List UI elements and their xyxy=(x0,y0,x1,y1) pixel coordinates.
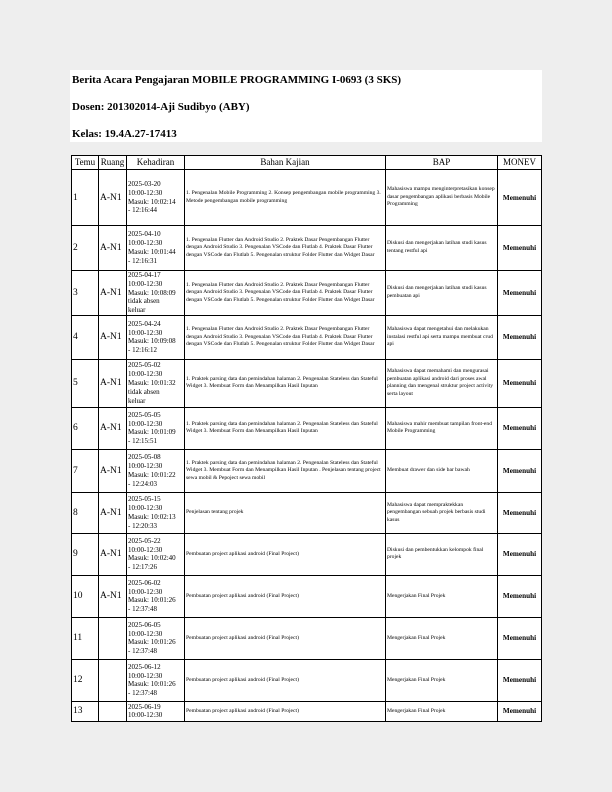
cell-bahan-kajian: 1. Praktek parsing data dan pemindahan halaman 2. Pengenalan Stateless dan Stateful Widget 3. Membuat Form dan Menampilkan Hasil Inputan . Penjelasan tentang project sewa mobil & Pepoject sewa mobil xyxy=(185,449,386,492)
cell-bahan-kajian: 1. Pengenalan Flutter dan Android Studio 2. Praktek Dasar Pengembangan Flutter dengan Android Studio 3. Pengenalan VSCode dan Flutlab 4. Praktek Dasar Flutter dengan VSCode dan Flutlab 5. Pengenalan struktur Folder Flutter dan Widget Dasar xyxy=(185,315,386,359)
kehadiran-line: 10:00-12:30 xyxy=(128,279,163,288)
kehadiran-line: 2025-04-10 xyxy=(128,230,161,239)
cell-ruang: A-N1 xyxy=(99,226,127,271)
cell-monev: Memenuhi xyxy=(498,170,542,226)
column-header-temu: Temu xyxy=(72,156,99,170)
kehadiran-line: - 12:37:48 xyxy=(128,689,157,698)
cell-temu: 2 xyxy=(72,226,99,271)
cell-bap: Mengerjakan Final Projek xyxy=(386,575,498,617)
kehadiran-line: - 12:16:44 xyxy=(128,206,157,215)
table-row xyxy=(72,617,542,659)
cell-ruang xyxy=(99,659,127,701)
cell-monev: Memenuhi xyxy=(498,575,542,617)
kehadiran-line: 10:00-12:30 xyxy=(128,188,163,197)
kehadiran-line: tidak absen xyxy=(128,297,160,306)
class-info: Kelas: 19.4A.27-17413 xyxy=(72,128,177,140)
cell-bahan-kajian: Pembuatan project aplikasi android (Final Project) xyxy=(185,533,386,575)
kehadiran-line: 2025-05-02 xyxy=(128,361,161,370)
cell-bahan-kajian: Pembuatan project aplikasi android (Final Project) xyxy=(185,659,386,701)
kehadiran-line: Masuk: 10:01:22 xyxy=(128,470,176,479)
cell-ruang: A-N1 xyxy=(99,449,127,492)
attendance-table xyxy=(71,155,542,722)
kehadiran-line: keluar xyxy=(128,306,146,315)
table-row xyxy=(72,407,542,449)
table-row xyxy=(72,226,542,271)
column-header-bahan-kajian: Bahan Kajian xyxy=(185,156,386,170)
table-row xyxy=(72,315,542,359)
cell-monev: Memenuhi xyxy=(498,226,542,271)
kehadiran-line: 2025-05-22 xyxy=(128,536,161,545)
table-row xyxy=(72,271,542,316)
table-row xyxy=(72,492,542,533)
kehadiran-line: 2025-05-08 xyxy=(128,453,161,462)
kehadiran-line: 2025-06-02 xyxy=(128,578,161,587)
cell-ruang xyxy=(99,617,127,659)
column-header-monev: MONEV xyxy=(498,156,542,170)
cell-temu: 12 xyxy=(72,659,99,701)
kehadiran-line: Masuk: 10:01:26 xyxy=(128,680,176,689)
kehadiran-line: 2025-05-05 xyxy=(128,410,161,419)
cell-kehadiran xyxy=(127,617,185,659)
kehadiran-line: Masuk: 10:01:26 xyxy=(128,638,176,647)
kehadiran-line: 10:00-12:30 xyxy=(128,671,163,680)
kehadiran-line: 10:00-12:30 xyxy=(128,711,163,720)
cell-ruang: A-N1 xyxy=(99,492,127,533)
kehadiran-line: Masuk: 10:02:14 xyxy=(128,197,176,206)
cell-temu: 8 xyxy=(72,492,99,533)
cell-ruang: A-N1 xyxy=(99,407,127,449)
table-header-row xyxy=(72,156,542,170)
cell-monev: Memenuhi xyxy=(498,617,542,659)
kehadiran-line: Masuk: 10:01:09 xyxy=(128,428,176,437)
cell-bahan-kajian: 1. Praktek parsing data dan pemindahan halaman 2. Pengenalan Stateless dan Stateful Widget 3. Membuat Form dan Menampilkan Hasil Inputan xyxy=(185,359,386,407)
cell-temu: 5 xyxy=(72,359,99,407)
cell-ruang xyxy=(99,701,127,721)
table-row xyxy=(72,359,542,407)
kehadiran-line: - 12:15:51 xyxy=(128,437,157,446)
kehadiran-line: 10:00-12:30 xyxy=(128,328,163,337)
cell-bahan-kajian: Pembuatan project aplikasi android (Final Project) xyxy=(185,575,386,617)
cell-bahan-kajian: Penjelasan tentang projek xyxy=(185,492,386,533)
lecturer-info: Dosen: 201302014-Aji Sudibyo (ABY) xyxy=(72,101,250,113)
kehadiran-line: Masuk: 10:01:32 xyxy=(128,379,176,388)
kehadiran-line: Masuk: 10:02:13 xyxy=(128,512,176,521)
kehadiran-line: 2025-06-12 xyxy=(128,662,161,671)
cell-bap: Mengerjakan Final Projek xyxy=(386,701,498,721)
cell-temu: 3 xyxy=(72,271,99,316)
cell-ruang: A-N1 xyxy=(99,315,127,359)
cell-bap: Mahasiswa dapat mempraktekkan pengembangan sebuah projek berbasis studi kasus xyxy=(386,492,498,533)
cell-ruang: A-N1 xyxy=(99,533,127,575)
kehadiran-line: Masuk: 10:01:44 xyxy=(128,248,176,256)
kehadiran-line: 10:00-12:30 xyxy=(128,239,163,248)
cell-bahan-kajian: 1. Pengenalan Flutter dan Android Studio 2. Praktek Dasar Pengembangan Flutter dengan Android Studio 3. Pengenalan VSCode dan Flutlab 4. Praktek Dasar Flutter dengan VSCode dan Flutlab 5. Pengenalan struktur Folder Flutter dan Widget Dasar xyxy=(185,226,386,271)
kehadiran-line: 10:00-12:30 xyxy=(128,370,163,379)
cell-bap: Mahasiswa dapat mengetahui dan melakukan instalasi restful api serta mampu membuat crud api xyxy=(386,315,498,359)
kehadiran-line: - 12:37:48 xyxy=(128,647,157,656)
kehadiran-line: 10:00-12:30 xyxy=(128,629,163,638)
cell-bap: Diskusi dan pembentukkan kelompok final projek xyxy=(386,533,498,575)
table-row xyxy=(72,575,542,617)
cell-bap: Diskusi dan mengerjakan latihan studi kasus tentang restful api xyxy=(386,226,498,271)
cell-bap: Mengerjakan Final Projek xyxy=(386,659,498,701)
cell-bahan-kajian: Pembuatan project aplikasi android (Final Project) xyxy=(185,701,386,721)
kehadiran-line: 2025-04-24 xyxy=(128,319,161,328)
table-row xyxy=(72,701,542,721)
cell-temu: 13 xyxy=(72,701,99,721)
cell-bahan-kajian: 1. Praktek parsing data dan pemindahan halaman 2. Pengenalan Stateless dan Stateful Widget 3. Membuat Form dan Menampilkan Hasil Inputan xyxy=(185,407,386,449)
cell-bap: Mengerjakan Final Projek xyxy=(386,617,498,659)
cell-monev: Memenuhi xyxy=(498,315,542,359)
document-header xyxy=(70,70,542,142)
cell-ruang: A-N1 xyxy=(99,359,127,407)
cell-monev: Memenuhi xyxy=(498,407,542,449)
cell-temu: 10 xyxy=(72,575,99,617)
kehadiran-line: - 12:17:26 xyxy=(128,563,157,572)
kehadiran-line: keluar xyxy=(128,396,146,405)
cell-monev: Memenuhi xyxy=(498,359,542,407)
cell-monev: Memenuhi xyxy=(498,533,542,575)
cell-monev: Memenuhi xyxy=(498,659,542,701)
kehadiran-line: - 12:37:48 xyxy=(128,605,157,614)
kehadiran-line: Masuk: 10:08:09 xyxy=(128,288,176,297)
kehadiran-line: Masuk: 10:02:40 xyxy=(128,554,176,563)
column-header-bap: BAP xyxy=(386,156,498,170)
cell-temu: 1 xyxy=(72,170,99,226)
cell-kehadiran xyxy=(127,449,185,492)
kehadiran-line: - 12:24:03 xyxy=(128,479,157,488)
cell-bahan-kajian: 1. Pengenalan Mobile Programming 2. Konsep pengembangan mobile programming 3. Metode pengembangan mobile programming xyxy=(185,170,386,226)
column-header-ruang: Ruang xyxy=(99,156,127,170)
kehadiran-line: 10:00-12:30 xyxy=(128,545,163,554)
cell-bap: Diskusi dan mengerjakan latihan studi kasus pembuatan api xyxy=(386,271,498,316)
cell-monev: Memenuhi xyxy=(498,701,542,721)
cell-temu: 4 xyxy=(72,315,99,359)
cell-monev: Memenuhi xyxy=(498,449,542,492)
cell-kehadiran xyxy=(127,659,185,701)
cell-kehadiran xyxy=(127,170,185,226)
cell-kehadiran xyxy=(127,701,185,721)
table-row xyxy=(72,170,542,226)
cell-temu: 7 xyxy=(72,449,99,492)
cell-kehadiran xyxy=(127,575,185,617)
cell-bap: Mahasiswa mahir membuat tampilan front-end Mobile Programming xyxy=(386,407,498,449)
kehadiran-line: 2025-06-05 xyxy=(128,620,161,629)
kehadiran-line: - 12:20:33 xyxy=(128,521,157,530)
table-row xyxy=(72,533,542,575)
cell-kehadiran xyxy=(127,315,185,359)
cell-kehadiran xyxy=(127,226,185,271)
cell-ruang: A-N1 xyxy=(99,170,127,226)
kehadiran-line: 2025-06-19 xyxy=(128,702,161,711)
kehadiran-line: 10:00-12:30 xyxy=(128,462,163,471)
kehadiran-line: 10:00-12:30 xyxy=(128,419,163,428)
cell-bap: Mahasiswa mampu menginterpretasikan konsep dasar pengembangan aplikasi berbasis Mobile Programming xyxy=(386,170,498,226)
cell-kehadiran xyxy=(127,359,185,407)
cell-bahan-kajian: Pembuatan project aplikasi android (Final Project) xyxy=(185,617,386,659)
cell-bahan-kajian: 1. Pengenalan Flutter dan Android Studio 2. Praktek Dasar Pengembangan Flutter dengan Android Studio 3. Pengenalan VSCode dan Flutlab 4. Praktek Dasar Flutter dengan VSCode dan Flutlab 5. Pengenalan struktur Folder Flutter dan Widget Dasar xyxy=(185,271,386,316)
kehadiran-line: Masuk: 10:09:08 xyxy=(128,337,176,346)
document-title: Berita Acara Pengajaran MOBILE PROGRAMMING I-0693 (3 SKS) xyxy=(72,74,402,86)
table-row xyxy=(72,449,542,492)
kehadiran-line: 10:00-12:30 xyxy=(128,504,163,513)
cell-kehadiran xyxy=(127,271,185,316)
cell-temu: 6 xyxy=(72,407,99,449)
kehadiran-line: - 12:16:12 xyxy=(128,346,157,355)
cell-kehadiran xyxy=(127,407,185,449)
kehadiran-line: - 12:16:31 xyxy=(128,256,157,265)
cell-temu: 11 xyxy=(72,617,99,659)
kehadiran-line: 10:00-12:30 xyxy=(128,587,163,596)
cell-monev: Memenuhi xyxy=(498,271,542,316)
kehadiran-line: tidak absen xyxy=(128,387,160,396)
cell-ruang: A-N1 xyxy=(99,575,127,617)
cell-temu: 9 xyxy=(72,533,99,575)
cell-kehadiran xyxy=(127,492,185,533)
column-header-kehadiran: Kehadiran xyxy=(127,156,185,170)
cell-bap: Membuat drawer dan side bar bawah xyxy=(386,449,498,492)
cell-bap: Mahasiswa dapat memahami dan mengurasai pembuatan aplikasi android dari proses awal planning dan mengenal struktur project activity serta layout xyxy=(386,359,498,407)
kehadiran-line: 2025-05-15 xyxy=(128,495,161,504)
table-row xyxy=(72,659,542,701)
kehadiran-line: Masuk: 10:01:26 xyxy=(128,596,176,605)
kehadiran-line: 2025-04-17 xyxy=(128,271,161,279)
cell-kehadiran xyxy=(127,533,185,575)
table-body xyxy=(72,170,542,722)
cell-monev: Memenuhi xyxy=(498,492,542,533)
kehadiran-line: 2025-03-20 xyxy=(128,179,161,188)
cell-ruang: A-N1 xyxy=(99,271,127,316)
